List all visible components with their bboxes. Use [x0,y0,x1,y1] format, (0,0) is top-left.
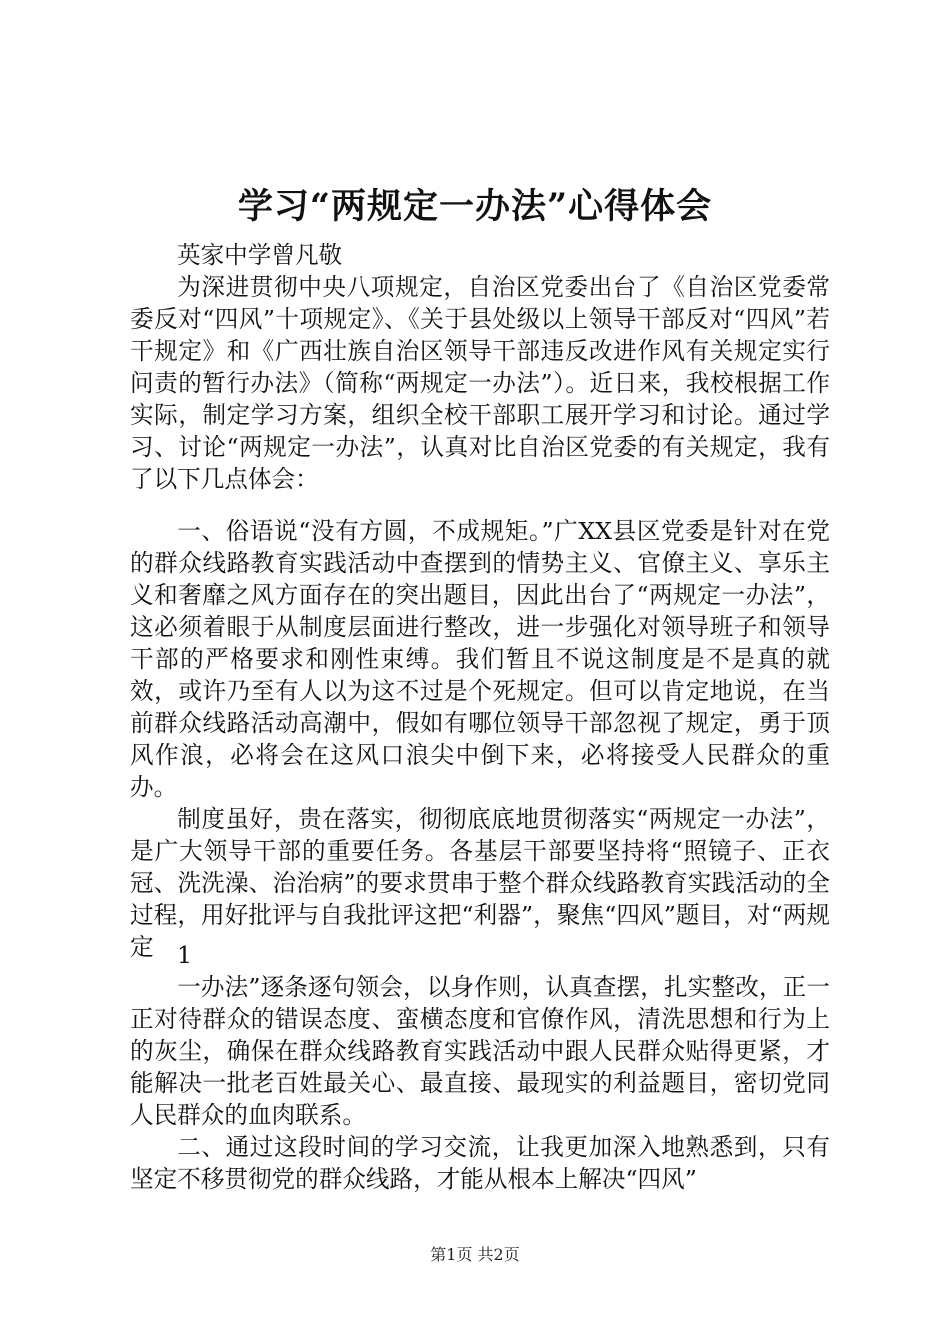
page-footer: 第1页 共2页 [430,1245,520,1264]
inline-page-number: 1 [177,941,193,969]
paragraph-implementation: 制度虽好，贵在落实，彻彻底底地贯彻落实“两规定一办法”，是广大领导干部的重要任务。各基层干部要坚持将“照镜子、正衣冠、洗洗澡、治治病”的要求贯串于整个群众线路教育实践活动的全过程，用好批评与自我批评这把“利器”，聚焦“四风”题目，对“两规定 [130,805,830,961]
author-line: 英家中学曾凡敬 [177,241,343,269]
paragraph-section-two: 二、通过这段时间的学习交流，让我更加深入地熟悉到，只有坚定不移贯彻党的群众线路，才能从根本上解决“四风” [130,1133,830,1193]
document-title: 学习“两规定一办法”心得体会 [237,186,713,227]
paragraph-section-one: 一、俗语说“没有方圆，不成规矩。”广XX县区党委是针对在党的群众线路教育实践活动中查摆到的情势主义、官僚主义、享乐主义和奢靡之风方面存在的突出题目，因此出台了“两规定一办法”，这必须着眼于从制度层面进行整改，进一步强化对领导班子和领导干部的严格要求和刚性束缚。我们暂且不说这制度是不是真的就效，或许乃至有人以为这不过是个死规定。但可以肯定地说，在当前群众线路活动高潮中，假如有哪位领导干部忽视了规定，勇于顶风作浪，必将会在这风口浪尖中倒下来，必将接受人民群众的重办。 [130,517,830,801]
paragraph-intro: 为深进贯彻中央八项规定，自治区党委出台了《自治区党委常委反对“四风”十项规定》、《关于县处级以上领导干部反对“四风”若干规定》和《广西壮族自治区领导干部违反改进作风有关规定实行问责的暂行办法》（简称“两规定一办法”）。近日来，我校根据工作实际，制定学习方案，组织全校干部职工展开学习和讨论。通过学习、讨论“两规定一办法”，认真对比自治区党委的有关规定，我有了以下几点体会： [130,273,830,493]
intro-paragraph-block [130,271,830,495]
section-one-block [130,515,830,963]
continuation-block [130,971,830,1195]
paragraph-continuation: 一办法”逐条逐句领会，以身作则，认真查摆，扎实整改，正一正对待群众的错误态度、蛮横态度和官僚作风，清洗思想和行为上的灰尘，确保在群众线路教育实践活动中跟人民群众贴得更紧，才能解决一批老百姓最关心、最直接、最现实的利益题目，密切党同人民群众的血肉联系。 [130,973,830,1129]
